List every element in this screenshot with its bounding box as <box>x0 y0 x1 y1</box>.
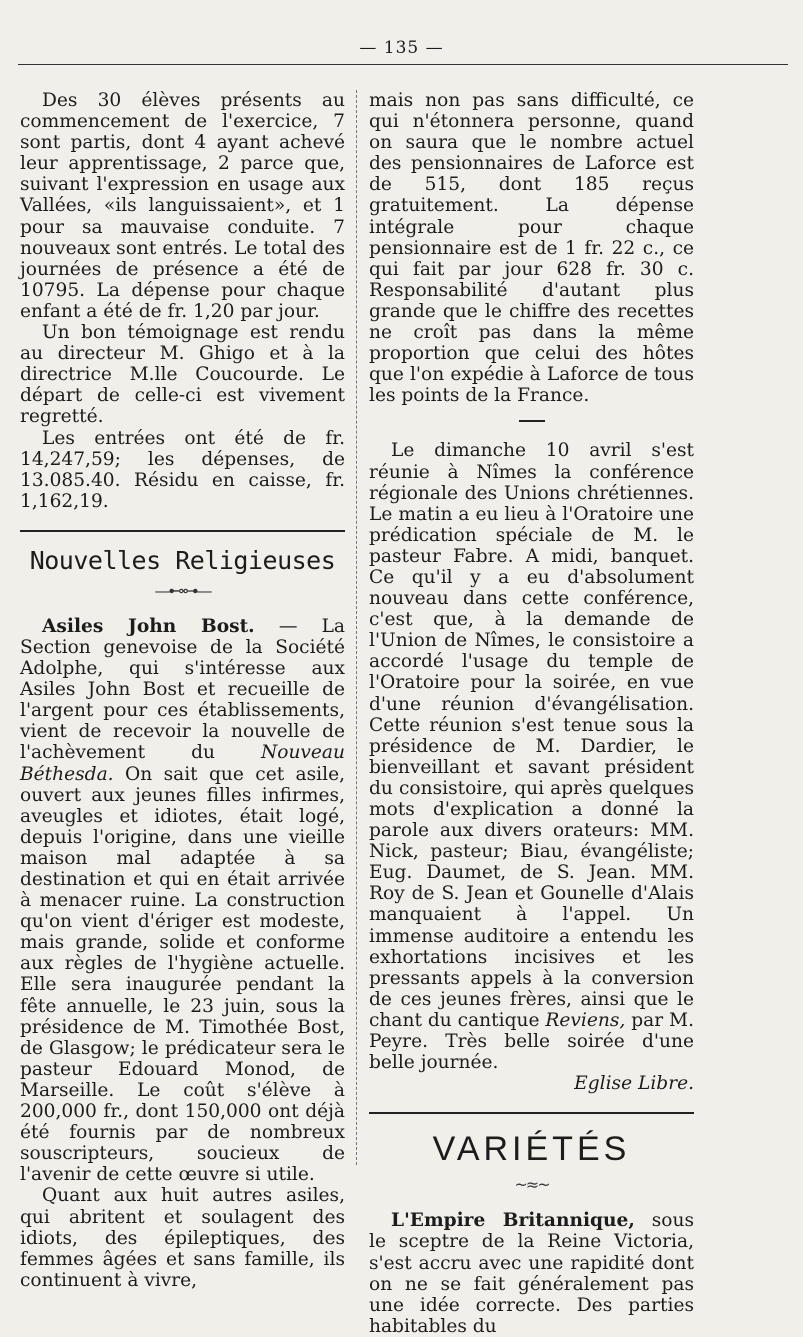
short-divider <box>519 420 545 422</box>
section-title-nouvelles-religieuses: Nouvelles Religieuses <box>29 545 336 575</box>
article-italic-bethesda: Nouveau Béthesda. <box>20 742 345 785</box>
paragraph-other-asylums: Quant aux huit autres asiles, qui abritent et soulagent des idiots, des épileptiques, des femmes âgées et sans famille, ils continuent à vivre, <box>20 1185 345 1291</box>
article-text-nimes-rest: par M. Peyre. Très belle soirée d'une belle journée. <box>369 1009 694 1074</box>
section-title-varietes: VARIÉTÉS <box>432 1130 631 1169</box>
paragraph-laforce: mais non pas sans difficulté, ce qui n'étonnera personne, quand on saura que le nombre actuel des pensionnaires de Laforce est de 515, dont 185 reçus gratuitement. La dépense intégrale pour chaque pensionnaire est de 1 fr. 22 c., ce qui fait par jour 628 fr. 30 c. Responsabilité d'autant plus grande que le chiffre des recettes ne croît pas dans la même proportion que celui des hôtes que l'on expédie à Laforce de tous les points de la France. <box>369 90 694 407</box>
paragraph-nimes-conference <box>369 440 694 1073</box>
article-signature: Eglise Libre. <box>574 1073 694 1095</box>
article-text-nimes: Le dimanche 10 avril s'est réunie à Nîmes la conférence régionale des Unions chrétiennes. Le matin a eu lieu à l'Oratoire une prédication spéciale de M. le pasteur Fabre. A midi, banquet. Ce qu'il y a eu d'absolument nouveau dans cette conférence, c'est que, à la demande de l'Union de Nîmes, le consistoire a accordé l'usage du temple de l'Oratoire pour la soirée, en vue d'une réunion d'évangélisation. Cette réunion s'est tenue sous la présidence de M. Dardier, le bienveillant et savant président du consistoire, qui après quelques mots d'explication a donné la parole aux divers orateurs: MM. Nick, pasteur; Biau, évangéliste; Eug. Daumet, de S. Jean. MM. Roy de S. Jean et Gounelle d'Alais manquaient à l'appel. Un immense auditoire a entendu les exhortations incisives et les pressants appels à la conversion de ces jeunes frères, ainsi que le chant du cantique <box>369 440 694 1031</box>
article-italic-reviens: Reviens, <box>545 1009 626 1031</box>
column-divider <box>356 90 357 1165</box>
article-lead-empire: L'Empire Britannique, <box>391 1210 635 1232</box>
section-rule-varietes <box>369 1112 694 1114</box>
page-number: — 135 — <box>359 38 444 58</box>
article-lead-asiles: Asiles John Bost. <box>42 615 255 637</box>
article-text-asiles-rest: On sait que cet asile, ouvert aux jeunes filles infirmes, aveugles et idiotes, était logé, depuis l'origine, dans une vieille maison mal adaptée à sa destination et qui en était arrivée à menacer ruine. La construction qu'on vient d'ériger est modeste, mais grande, solide et conforme aux règles de l'hygiène actuelle. Elle sera inaugurée pendant la fête annuelle, le 23 juin, sous la présidence de M. Timothée Bost, de Glasgow; le prédicateur sera le pasteur Edouard Monod, de Marseille. Le coût s'élève à 200,000 fr., dont 150,000 ont déjà été fournis par de nombreux souscripteurs, soucieux de l'avenir de cette œuvre si utile. <box>20 763 345 1186</box>
paragraph-asiles-john-bost <box>20 616 345 1186</box>
ornament-divider-varietes: ~≈~ <box>514 1175 549 1195</box>
paragraph-empire-britannique <box>369 1210 694 1337</box>
right-column <box>369 90 694 1337</box>
paragraph-testimony: Un bon témoignage est rendu au directeur M. Ghigo et à la directrice M.lle Coucourde. Le départ de celle-ci est vivement regretté. <box>20 322 345 428</box>
section-rule <box>20 530 345 532</box>
header-rule <box>18 64 788 65</box>
article-text-empire: sous le sceptre de la Reine Victoria, s'est accru avec une rapidité dont on ne se fait généralement pas une idée correcte. Des parties habitables du <box>369 1210 694 1337</box>
left-column <box>20 90 345 1291</box>
ornament-divider: —⊷⊶— <box>154 580 211 600</box>
paragraph-accounts: Les entrées ont été de fr. 14,247,59; les dépenses, de 13.085.40. Résidu en caisse, fr. 1,162,19. <box>20 427 345 512</box>
paragraph-school-report: Des 30 élèves présents au commencement de l'exercice, 7 sont partis, dont 4 ayant achevé leur apprentissage, 2 parce que, suivant l'expression en usage aux Vallées, «ils languissaient», et 1 pour sa mauvaise conduite. 7 nouveaux sont entrés. Le total des journées de présence a été de 10795. La dépense pour chaque enfant a été de fr. 1,20 par jour. <box>20 90 345 322</box>
article-text-asiles: — La Section genevoise de la Société Adolphe, qui s'intéresse aux Asiles John Bost et recueille de l'argent pour ces établissements, vient de recevoir la nouvelle de l'achèvement du <box>20 615 345 764</box>
